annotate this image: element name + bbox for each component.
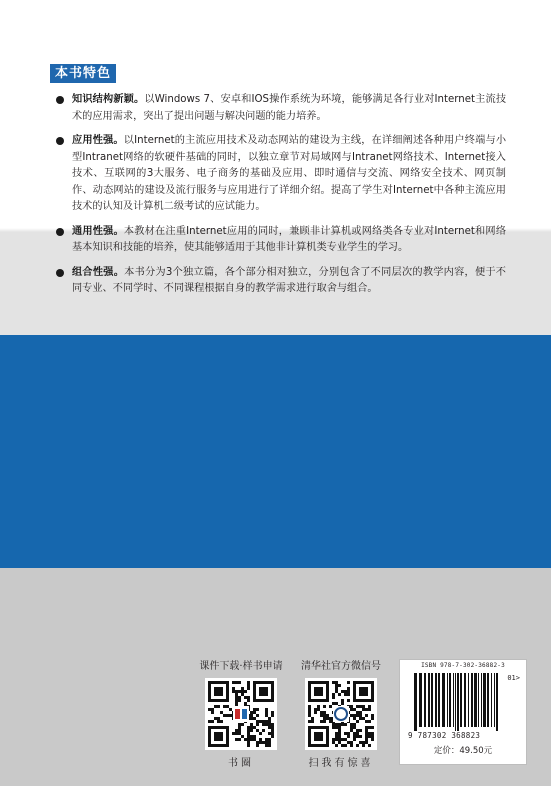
blue-band [0, 335, 551, 568]
feature-body: 以Windows 7、安卓和IOS操作系统为环境，能够满足各行业对Internet主流技术的应用需求，突出了提出问题与解决问题的能力培养。 [72, 94, 507, 122]
features-list [56, 92, 506, 306]
feature-body: 本教材在注重Internet应用的同时，兼顾非计算机或网络类各专业对Internet和网络基本知识和技能的培养，使其能够适用于其他非计算机类专业学生的学习。 [72, 225, 507, 253]
feature-title: 通用性强。 [72, 225, 124, 237]
qr-label: 课件下载·样书申请 [199, 661, 283, 672]
feature-body: 本书分为3个独立篇，各个部分相对独立，分别包含了不同层次的教学内容，便于不同专业、不同学时、不同课程根据自身的教学需求进行取舍与组合。 [72, 266, 506, 294]
feature-title: 知识结构新颖。 [72, 94, 145, 105]
qr-label: 清华社官方微信号 [301, 661, 381, 672]
feature-item [56, 265, 506, 298]
qr-caption: 书圈 [228, 758, 254, 769]
bullet-icon [56, 137, 64, 145]
bullet-icon [56, 228, 64, 236]
qr-code-icon[interactable] [305, 678, 377, 750]
bullet-icon [56, 96, 64, 104]
barcode-addon: 01> [507, 674, 520, 682]
qr-caption: 扫我有惊喜 [308, 758, 374, 769]
feature-item [56, 224, 506, 257]
qr-code-icon[interactable] [205, 678, 277, 750]
isbn-barcode [399, 659, 527, 765]
barcode-digits: 9 787302 368823 [408, 731, 481, 740]
price-label: 定价：49.50元 [433, 746, 493, 756]
feature-title: 应用性强。 [72, 135, 124, 146]
qr-block-courseware [193, 657, 289, 769]
feature-body: 以Internet的主流应用技术及动态网站的建设为主线，在详细阐述各种用户终端与小型Intranet网络的软硬件基础的同时，以独立章节对局域网与Intranet网络技术、Internet接入技术、互联网的3大服务、电子商务的基础及应用、即时通信与交流、网络安全技术、网页制作、动态网站的建设及流行服务与应用进行了详细介绍。提高了学生对Internet中各种主流应用技术的认知及计算机二级考试的应试能力。 [72, 135, 507, 212]
qr-block-wechat [293, 657, 389, 769]
feature-item [56, 92, 506, 125]
feature-item [56, 133, 506, 216]
barcode-bars-icon [414, 673, 498, 731]
isbn-text: ISBN 978-7-302-36882-3 [421, 662, 505, 669]
bullet-icon [56, 269, 64, 277]
feature-title: 组合性强。 [72, 266, 125, 278]
features-heading: 本书特色 [50, 64, 116, 83]
